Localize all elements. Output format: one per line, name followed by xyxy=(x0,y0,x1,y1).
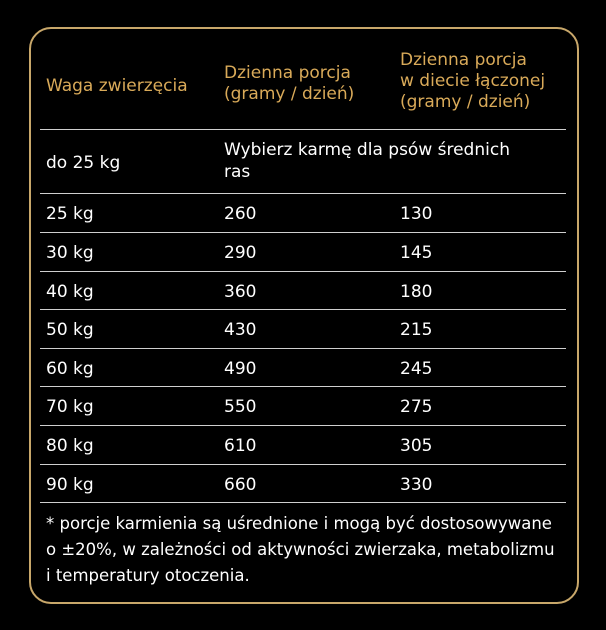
row-daily: 610 xyxy=(224,436,257,456)
row-combined: 305 xyxy=(400,436,433,456)
row-weight: 70 kg xyxy=(46,397,94,417)
divider xyxy=(40,129,566,130)
row-daily: 660 xyxy=(224,475,257,495)
row-weight: 30 kg xyxy=(46,243,94,263)
divider xyxy=(40,193,566,194)
special-row-text-line2: ras xyxy=(224,162,251,182)
row-weight: 40 kg xyxy=(46,282,94,302)
header-combined-line1: Dzienna porcja xyxy=(400,50,527,70)
header-weight-line1: Waga zwierzęcia xyxy=(46,76,188,96)
row-combined: 215 xyxy=(400,320,433,340)
special-row-text xyxy=(224,139,510,183)
feeding-table xyxy=(40,0,566,630)
header-combined-line2: w diecie łączonej xyxy=(400,71,546,91)
row-combined: 145 xyxy=(400,243,433,263)
divider xyxy=(40,309,566,310)
row-daily: 490 xyxy=(224,359,257,379)
header-weight xyxy=(46,76,188,97)
row-weight: 50 kg xyxy=(46,320,94,340)
row-daily: 550 xyxy=(224,397,257,417)
row-combined: 130 xyxy=(400,204,433,224)
row-combined: 275 xyxy=(400,397,433,417)
row-combined: 180 xyxy=(400,282,433,302)
divider xyxy=(40,348,566,349)
divider xyxy=(40,425,566,426)
divider xyxy=(40,271,566,272)
special-row-weight: do 25 kg xyxy=(46,153,121,173)
row-daily: 260 xyxy=(224,204,257,224)
row-weight: 90 kg xyxy=(46,475,94,495)
header-daily xyxy=(224,63,354,105)
header-daily-line1: Dzienna porcja xyxy=(224,63,351,83)
row-combined: 245 xyxy=(400,359,433,379)
divider xyxy=(40,502,566,503)
row-combined: 330 xyxy=(400,475,433,495)
divider xyxy=(40,386,566,387)
footnote: * porcje karmienia są uśrednione i mogą być dostosowywane o ±20%, w zależności od aktywności zwierzaka, metabolizmu i temperatury otoczenia. xyxy=(46,514,555,585)
divider xyxy=(40,464,566,465)
row-weight: 80 kg xyxy=(46,436,94,456)
row-daily: 290 xyxy=(224,243,257,263)
divider xyxy=(40,232,566,233)
header-combined-line3: (gramy / dzień) xyxy=(400,92,531,112)
row-weight: 25 kg xyxy=(46,204,94,224)
header-combined xyxy=(400,50,545,113)
special-row-text-line1: Wybierz karmę dla psów średnich xyxy=(224,140,510,160)
header-daily-line2: (gramy / dzień) xyxy=(224,84,355,104)
row-weight: 60 kg xyxy=(46,359,94,379)
row-daily: 360 xyxy=(224,282,257,302)
row-daily: 430 xyxy=(224,320,257,340)
